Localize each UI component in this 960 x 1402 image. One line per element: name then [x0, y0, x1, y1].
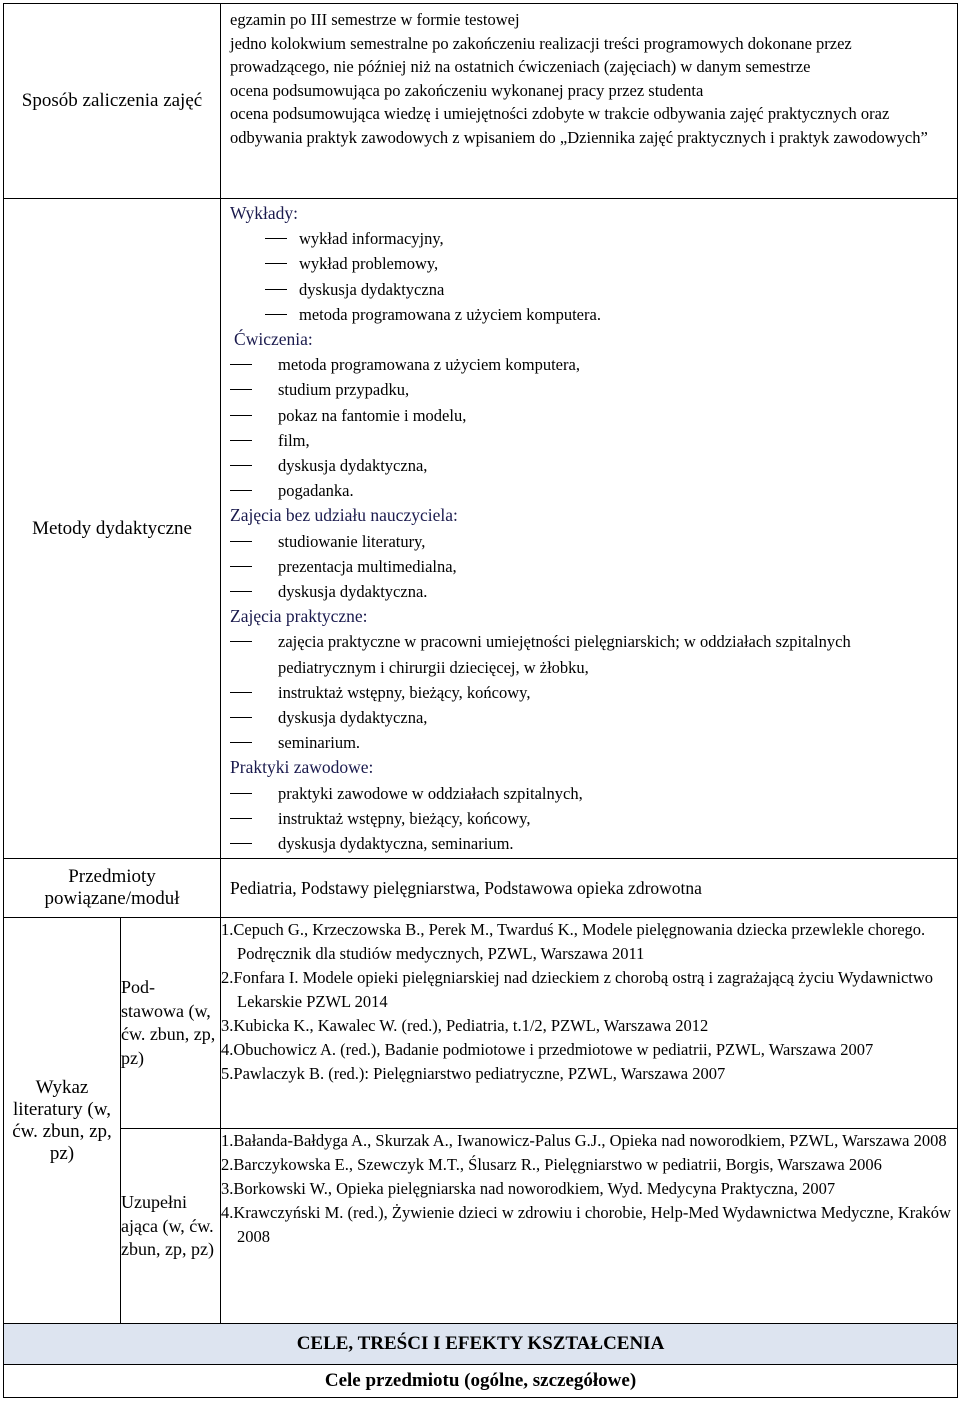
sposob-line-4: ocena podsumowująca wiedzę i umiejętności zdobyte w trakcie odbywania zajęć praktycznych oraz odbywania praktyk zawodowych z wpisaniem do „Dziennika zajęć praktycznych i praktyk zawodowych”	[230, 104, 928, 147]
row-literatura-uzupelniajaca	[4, 1129, 958, 1324]
row-metody-dydaktyczne	[4, 199, 958, 859]
bez-udzialu-item: dyskusja dydaktyczna.	[221, 579, 951, 604]
bez-udzialu-item: studiowanie literatury,	[221, 529, 951, 554]
podstawowa-list	[221, 918, 958, 1129]
bez-udzialu-heading: Zajęcia bez udziału nauczyciela:	[230, 505, 458, 526]
subsection-heading: Cele przedmiotu (ogólne, szczegółowe)	[4, 1365, 958, 1398]
zajecia-praktyczne-item: instruktaż wstępny, bieżący, końcowy,	[221, 680, 951, 705]
section-heading: CELE, TREŚCI I EFEKTY KSZTAŁCENIA	[4, 1324, 958, 1365]
praktyki-zawodowe-heading: Praktyki zawodowe:	[230, 757, 374, 778]
sposob-line-1: egzamin po III semestrze w formie testowej	[230, 10, 520, 29]
zajecia-praktyczne-heading: Zajęcia praktyczne:	[230, 606, 368, 627]
sposob-zaliczenia-content	[221, 4, 958, 199]
cwiczenia-item: film,	[221, 428, 951, 453]
metody-dydaktyczne-content	[221, 199, 958, 859]
zajecia-praktyczne-item: seminarium.	[221, 730, 951, 755]
przedmioty-value: Pediatria, Podstawy pielęgniarstwa, Podstawowa opieka zdrowotna	[221, 859, 958, 918]
reference-item: 4.Obuchowicz A. (red.), Badanie podmiotowe i przedmiotowe w pediatrii, PZWL, Warszawa 2007	[221, 1040, 874, 1060]
reference-item: 1.Cepuch G., Krzeczowska B., Perek M., Twarduś K., Modele pielęgnowania dziecka przewlekle chorego. Podręcznik dla studiów medycznych, PZWL, Warszawa 2011	[221, 920, 926, 964]
reference-item: 4.Krawczyński M. (red.), Żywienie dzieci w zdrowiu i chorobie, Help-Med Wydawnictwa Medyczne, Kraków 2008	[221, 1203, 951, 1247]
praktyki-zawodowe-item: praktyki zawodowe w oddziałach szpitalnych,	[221, 781, 951, 806]
row-literatura-podstawowa	[4, 918, 958, 1129]
reference-item: 3.Kubicka K., Kawalec W. (red.), Pediatria, t.1/2, PZWL, Warszawa 2012	[221, 1016, 709, 1036]
uzupelniajaca-list	[221, 1129, 958, 1324]
sposob-zaliczenia-label: Sposób zaliczenia zajęć	[4, 4, 221, 199]
metody-dydaktyczne-label: Metody dydaktyczne	[4, 199, 221, 859]
bez-udzialu-item: prezentacja multimedialna,	[221, 554, 951, 579]
row-sposob-zaliczenia	[4, 4, 958, 199]
cwiczenia-item: studium przypadku,	[221, 377, 951, 402]
cwiczenia-item: dyskusja dydaktyczna,	[221, 453, 951, 478]
wyklady-item: wykład informacyjny,	[221, 226, 951, 251]
sposob-line-3: ocena podsumowująca po zakończeniu wykonanej pracy przez studenta	[230, 80, 704, 100]
row-przedmioty-powiazane	[4, 859, 958, 918]
reference-item: 1.Bałanda-Bałdyga A., Skurzak A., Iwanowicz-Palus G.J., Opieka nad noworodkiem, PZWL, Warszawa 2008	[221, 1131, 947, 1151]
praktyki-zawodowe-item: dyskusja dydaktyczna, seminarium.	[221, 831, 951, 856]
cwiczenia-item: pogadanka.	[221, 478, 951, 503]
zajecia-praktyczne-item: dyskusja dydaktyczna,	[221, 705, 951, 730]
reference-item: 3.Borkowski W., Opieka pielęgniarska nad noworodkiem, Wyd. Medycyna Praktyczna, 2007	[221, 1179, 836, 1199]
cwiczenia-item: pokaz na fantomie i modelu,	[221, 403, 951, 428]
row-band-cele	[4, 1324, 958, 1365]
reference-item: 5.Pawlaczyk B. (red.): Pielęgniarstwo pediatryczne, PZWL, Warszawa 2007	[221, 1064, 726, 1084]
row-band-cele-przedmiotu	[4, 1365, 958, 1398]
syllabus-table	[3, 3, 958, 1398]
wykaz-literatury-label: Wykaz literatury (w, ćw. zbun, zp, pz)	[4, 918, 121, 1324]
cwiczenia-item: metoda programowana z użyciem komputera,	[221, 352, 951, 377]
wyklady-heading: Wykłady:	[230, 203, 298, 223]
praktyki-zawodowe-item: instruktaż wstępny, bieżący, końcowy,	[221, 806, 951, 831]
przedmioty-label: Przedmioty powiązane/moduł	[4, 859, 221, 918]
cwiczenia-heading: Ćwiczenia:	[234, 329, 313, 350]
wyklady-item: metoda programowana z użyciem komputera.	[221, 302, 951, 327]
wyklady-item: wykład problemowy,	[221, 251, 951, 276]
reference-item: 2.Barczykowska E., Szewczyk M.T., Ślusarz R., Pielęgniarstwo w pediatrii, Borgis, Warszawa 2006	[221, 1155, 882, 1175]
uzupelniajaca-label: Uzupełni ająca (w, ćw. zbun, zp, pz)	[121, 1129, 221, 1324]
sposob-line-2: jedno kolokwium semestralne po zakończeniu realizacji treści programowych dokonane przez prowadzącego, nie później niż na ostatnich ćwiczeniach (zajęciach) w danym semestrze	[230, 33, 852, 77]
reference-item: 2.Fonfara I. Modele opieki pielęgniarskiej nad dzieckiem z chorobą ostrą i zagrażającą życiu Wydawnictwo Lekarskie PZWL 2014	[221, 968, 934, 1012]
wyklady-item: dyskusja dydaktyczna	[221, 277, 951, 302]
zajecia-praktyczne-item: zajęcia praktyczne w pracowni umiejętności pielęgniarskich; w oddziałach szpitalnych pediatrycznym i chirurgii dziecięcej, w żłobku,	[221, 629, 951, 679]
podstawowa-label: Pod- stawowa (w, ćw. zbun, zp, pz)	[121, 918, 221, 1129]
